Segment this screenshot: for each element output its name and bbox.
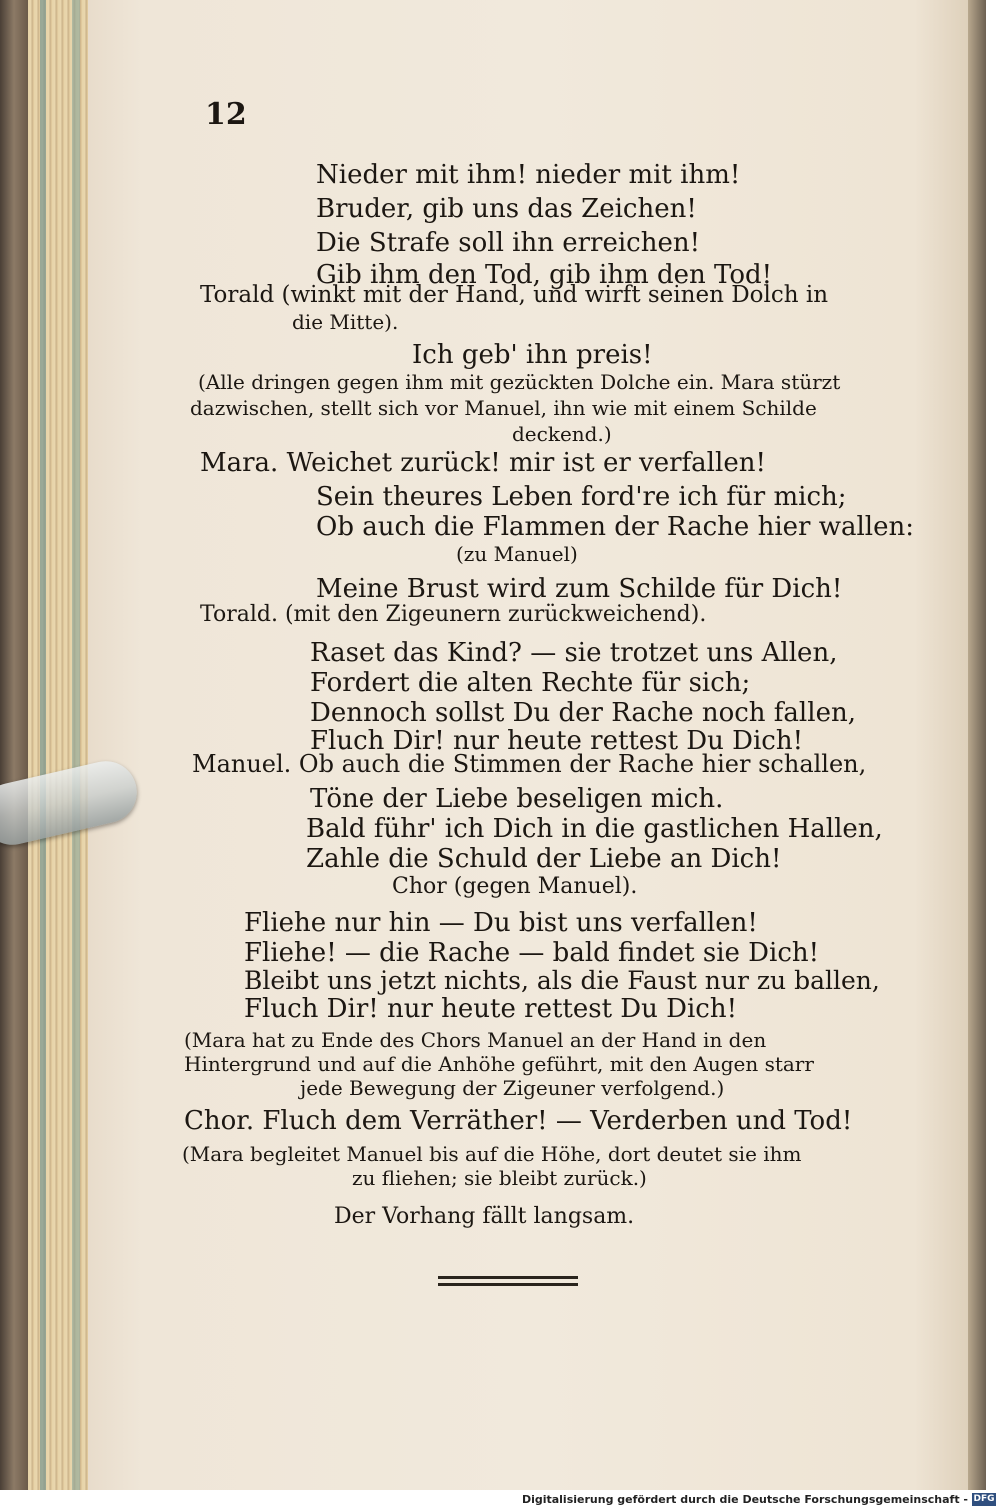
stage-direction: (Alle dringen gegen ihm mit gezückten Dolche ein. Mara stürzt [198, 370, 841, 394]
end-rule-bottom [438, 1283, 578, 1286]
verse-line: Fluch Dir! nur heute rettest Du Dich! [310, 726, 804, 756]
verse-line: Meine Brust wird zum Schilde für Dich! [316, 574, 843, 604]
stage-direction: deckend.) [512, 422, 612, 446]
speaker-line: Mara. Weichet zurück! mir ist er verfallen! [200, 448, 766, 478]
verse-line: Raset das Kind? — sie trotzet uns Allen, [310, 638, 838, 668]
stage-direction: die Mitte). [292, 310, 399, 334]
stage-direction: dazwischen, stellt sich vor Manuel, ihn wie mit einem Schilde [190, 396, 817, 420]
verse-line: Die Strafe soll ihn erreichen! [316, 228, 701, 258]
page-number: 12 [205, 97, 247, 132]
verse-line: Zahle die Schuld der Liebe an Dich! [306, 844, 782, 874]
stage-direction: Torald (winkt mit der Hand, und wirft seinen Dolch in [200, 282, 829, 308]
end-rule-top [438, 1276, 578, 1279]
verse-line: Gib ihm den Tod, gib ihm den Tod! [316, 260, 773, 290]
verse-line: Fordert die alten Rechte für sich; [310, 668, 751, 698]
chorus-heading: Chor (gegen Manuel). [392, 874, 638, 899]
dfg-logo-icon: DFG [973, 1494, 995, 1504]
footer-bar [0, 1490, 1000, 1510]
stage-direction: jede Bewegung der Zigeuner verfolgend.) [300, 1076, 725, 1100]
book-page-edges [28, 0, 90, 1490]
funding-credit: Digitalisierung gefördert durch die Deutsche Forschungsgemeinschaft - [521, 1493, 968, 1506]
stage-direction: zu fliehen; sie bleibt zurück.) [352, 1166, 647, 1190]
verse-line: Ich geb' ihn preis! [412, 340, 653, 370]
verse-line: Fluch Dir! nur heute rettest Du Dich! [244, 994, 738, 1024]
verse-line: Nieder mit ihm! nieder mit ihm! [316, 160, 741, 190]
book-spine-band [40, 0, 46, 1490]
page-gutter-shadow [968, 0, 986, 1490]
verse-line: Dennoch sollst Du der Rache noch fallen, [310, 698, 856, 728]
book-spine-band-inner [72, 0, 80, 1490]
stage-direction: (Mara hat zu Ende des Chors Manuel an der Hand in den [184, 1028, 767, 1052]
speaker-line: Chor. Fluch dem Verräther! — Verderben und Tod! [184, 1106, 853, 1136]
stage-direction: (zu Manuel) [456, 542, 578, 566]
verse-line: Bleibt uns jetzt nichts, als die Faust nur zu ballen, [244, 966, 880, 995]
verse-line: Bald führ' ich Dich in die gastlichen Hallen, [306, 814, 883, 844]
speaker-line: Torald. (mit den Zigeunern zurückweichend). [200, 602, 707, 627]
verse-line: Ob auch die Flammen der Rache hier wallen: [316, 512, 914, 542]
stage-direction: Hintergrund und auf die Anhöhe geführt, mit den Augen starr [184, 1052, 814, 1076]
book-cover-edge [0, 0, 28, 1490]
stage-direction: (Mara begleitet Manuel bis auf die Höhe, dort deutet sie ihm [182, 1142, 802, 1166]
verse-line: Fliehe nur hin — Du bist uns verfallen! [244, 908, 758, 938]
verse-line: Fliehe! — die Rache — bald findet sie Dich! [244, 938, 820, 968]
closing-line: Der Vorhang fällt langsam. [334, 1204, 635, 1229]
speaker-line: Manuel. Ob auch die Stimmen der Rache hier schallen, [192, 750, 867, 778]
verse-line: Bruder, gib uns das Zeichen! [316, 194, 697, 224]
verse-line: Töne der Liebe beseligen mich. [310, 784, 724, 814]
verse-line: Sein theures Leben ford're ich für mich; [316, 482, 847, 512]
